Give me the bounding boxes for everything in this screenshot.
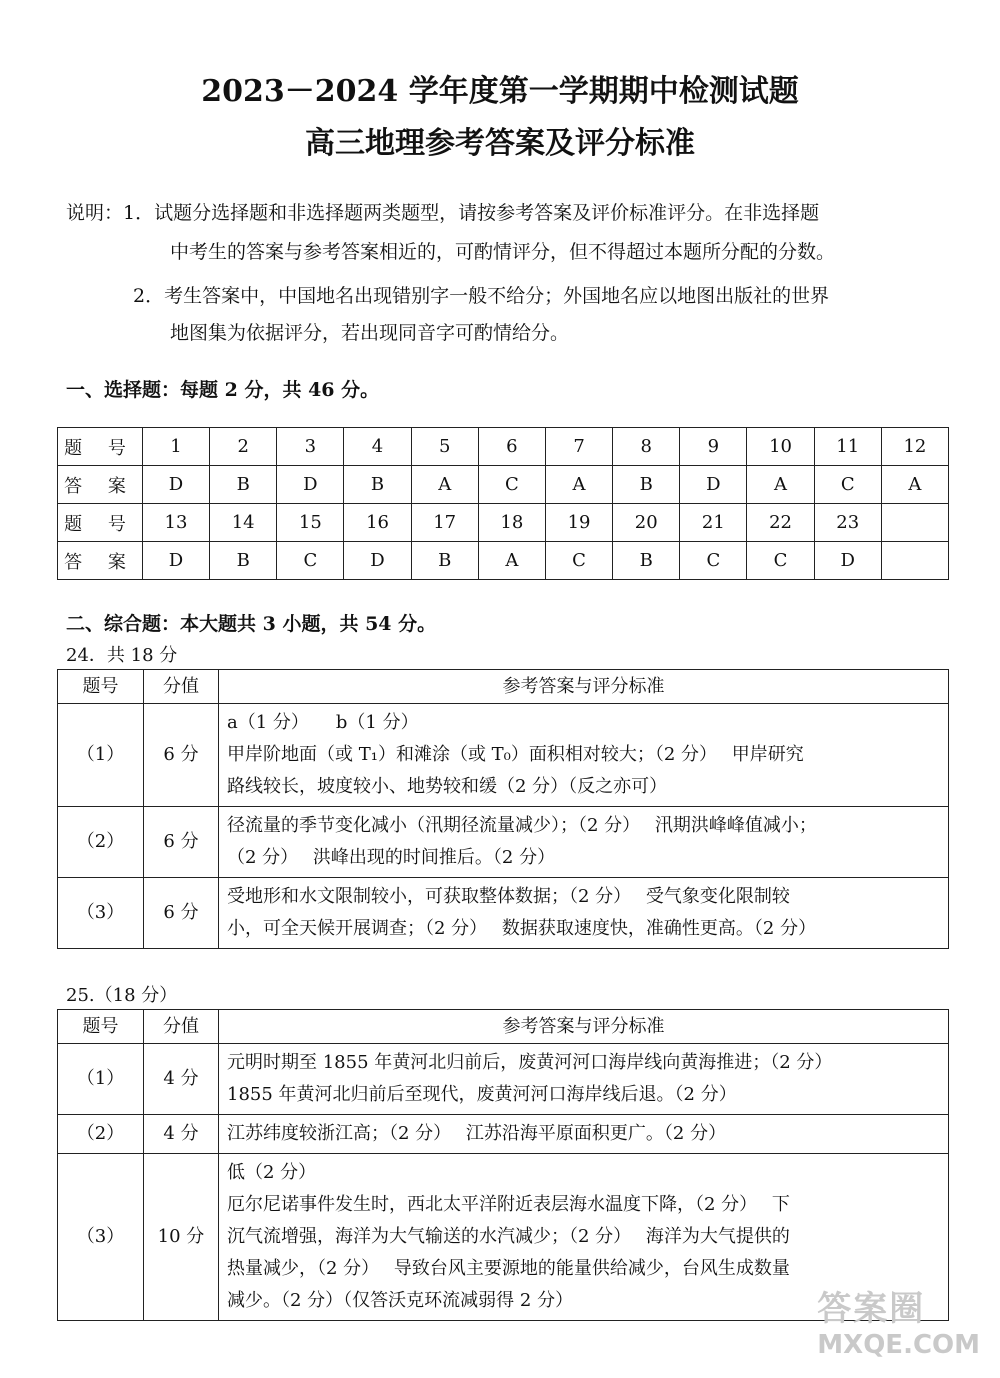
mc-a-cell: C bbox=[814, 466, 881, 504]
question-no: （3） bbox=[58, 878, 144, 949]
answer-text bbox=[219, 1115, 949, 1154]
q25-header-row bbox=[58, 1010, 949, 1044]
mc-q-cell: 22 bbox=[747, 504, 814, 542]
mc-q-cell: 16 bbox=[344, 504, 411, 542]
multiple-choice-answer-table bbox=[57, 427, 949, 580]
score: 4 分 bbox=[144, 1044, 219, 1115]
mc-q-cell: 17 bbox=[411, 504, 478, 542]
mc-q-cell: 14 bbox=[210, 504, 277, 542]
answer-line: 热量减少，（2 分） 导致台风主要源地的能量供给减少，台风生成数量 bbox=[227, 1258, 790, 1279]
answer-line: a（1 分） b（1 分） bbox=[227, 712, 419, 733]
mc-answer-row-1 bbox=[58, 466, 949, 504]
note-2-line-2: 地图集为依据评分，若出现同音字可酌情给分。 bbox=[170, 322, 570, 344]
mc-label-answer: 答 案 bbox=[58, 466, 143, 504]
q24-header-row bbox=[58, 670, 949, 704]
watermark-logo bbox=[817, 1281, 980, 1360]
answer-line: 1855 年黄河北归前后至现代，废黄河河口海岸线后退。（2 分） bbox=[227, 1084, 737, 1105]
mc-a-cell: A bbox=[478, 542, 545, 580]
mc-a-cell: C bbox=[747, 542, 814, 580]
document-title: 2023－2024 学年度第一学期期中检测试题 bbox=[201, 74, 799, 109]
mc-q-cell: 12 bbox=[881, 428, 948, 466]
q25-heading: 25.（18 分） bbox=[66, 985, 178, 1006]
score: 6 分 bbox=[144, 878, 219, 949]
score: 6 分 bbox=[144, 704, 219, 807]
question-no: （2） bbox=[58, 807, 144, 878]
col-score: 分值 bbox=[144, 670, 219, 704]
col-answer-standard: 参考答案与评分标准 bbox=[219, 670, 949, 704]
mc-q-cell: 15 bbox=[277, 504, 344, 542]
question-no: （3） bbox=[58, 1154, 144, 1321]
q24-answer-table bbox=[57, 669, 949, 949]
answer-line: 小，可全天候开展调查；（2 分） 数据获取速度快，准确性更高。（2 分） bbox=[227, 918, 817, 939]
mc-a-cell: D bbox=[142, 466, 209, 504]
mc-q-cell: 11 bbox=[814, 428, 881, 466]
mc-q-cell: 21 bbox=[680, 504, 747, 542]
mc-label-question: 题 号 bbox=[58, 428, 143, 466]
answer-line: 沉气流增强，海洋为大气输送的水汽减少；（2 分） 海洋为大气提供的 bbox=[227, 1226, 790, 1247]
mc-q-cell: 6 bbox=[478, 428, 545, 466]
col-score: 分值 bbox=[144, 1010, 219, 1044]
note-2-line-1: 2．考生答案中，中国地名出现错别字一般不给分；外国地名应以地图出版社的世界 bbox=[133, 285, 830, 307]
answer-line: 厄尔尼诺事件发生时，西北太平洋附近表层海水温度下降，（2 分） 下 bbox=[227, 1194, 790, 1215]
mc-label-question: 题 号 bbox=[58, 504, 143, 542]
question-no: （1） bbox=[58, 704, 144, 807]
q24-row-3 bbox=[58, 878, 949, 949]
mc-a-cell: C bbox=[680, 542, 747, 580]
mc-a-cell bbox=[881, 542, 948, 580]
col-answer-standard: 参考答案与评分标准 bbox=[219, 1010, 949, 1044]
mc-a-cell: C bbox=[478, 466, 545, 504]
answer-line: 元明时期至 1855 年黄河北归前后，废黄河河口海岸线向黄海推进；（2 分） bbox=[227, 1052, 833, 1073]
section-2-heading: 二、综合题：本大题共 3 小题，共 54 分。 bbox=[66, 613, 437, 635]
mc-a-cell: A bbox=[747, 466, 814, 504]
answer-line: （2 分） 洪峰出现的时间推后。（2 分） bbox=[227, 847, 556, 868]
answer-line: 江苏纬度较浙江高；（2 分） 江苏沿海平原面积更广。（2 分） bbox=[227, 1123, 727, 1144]
answer-text bbox=[219, 1044, 949, 1115]
q24-row-2 bbox=[58, 807, 949, 878]
q25-row-1 bbox=[58, 1044, 949, 1115]
mc-q-cell: 3 bbox=[277, 428, 344, 466]
note-1-line-2: 中考生的答案与参考答案相近的，可酌情评分，但不得超过本题所分配的分数。 bbox=[170, 241, 836, 263]
answer-line: 径流量的季节变化减小（汛期径流量减少）；（2 分） 汛期洪峰峰值减小； bbox=[227, 815, 817, 836]
mc-q-cell: 1 bbox=[142, 428, 209, 466]
col-question-no: 题号 bbox=[58, 670, 144, 704]
score: 10 分 bbox=[144, 1154, 219, 1321]
mc-q-cell: 19 bbox=[545, 504, 612, 542]
answer-line: 低（2 分） bbox=[227, 1162, 317, 1183]
mc-q-cell: 13 bbox=[142, 504, 209, 542]
note-1-line-1: 说明：1．试题分选择题和非选择题两类题型，请按参考答案及评价标准评分。在非选择题 bbox=[66, 202, 820, 224]
mc-a-cell: D bbox=[680, 466, 747, 504]
section-1-heading: 一、选择题：每题 2 分，共 46 分。 bbox=[66, 379, 380, 401]
mc-a-cell: D bbox=[814, 542, 881, 580]
q25-row-3 bbox=[58, 1154, 949, 1321]
mc-a-cell: C bbox=[545, 542, 612, 580]
q25-row-2 bbox=[58, 1115, 949, 1154]
answer-text bbox=[219, 704, 949, 807]
mc-a-cell: C bbox=[277, 542, 344, 580]
mc-q-cell: 23 bbox=[814, 504, 881, 542]
mc-q-cell: 7 bbox=[545, 428, 612, 466]
mc-a-cell: D bbox=[142, 542, 209, 580]
answer-line: 减少。（2 分）（仅答沃克环流减弱得 2 分） bbox=[227, 1290, 574, 1311]
mc-a-cell: D bbox=[277, 466, 344, 504]
mc-question-row-1 bbox=[58, 428, 949, 466]
mc-a-cell: B bbox=[344, 466, 411, 504]
q24-row-1 bbox=[58, 704, 949, 807]
mc-q-cell: 18 bbox=[478, 504, 545, 542]
mc-q-cell: 10 bbox=[747, 428, 814, 466]
mc-q-cell: 9 bbox=[680, 428, 747, 466]
mc-a-cell: A bbox=[411, 466, 478, 504]
mc-q-cell: 8 bbox=[613, 428, 680, 466]
mc-question-row-2 bbox=[58, 504, 949, 542]
score: 4 分 bbox=[144, 1115, 219, 1154]
watermark-text: 答案圈 bbox=[817, 1289, 926, 1329]
answer-line: 路线较长，坡度较小、地势较和缓（2 分）（反之亦可） bbox=[227, 776, 668, 797]
document-subtitle: 高三地理参考答案及评分标准 bbox=[305, 126, 695, 161]
mc-a-cell: B bbox=[411, 542, 478, 580]
question-no: （1） bbox=[58, 1044, 144, 1115]
mc-a-cell: B bbox=[210, 542, 277, 580]
q24-heading: 24．共 18 分 bbox=[66, 645, 178, 666]
mc-q-cell: 20 bbox=[613, 504, 680, 542]
mc-a-cell: A bbox=[545, 466, 612, 504]
mc-label-answer: 答 案 bbox=[58, 542, 143, 580]
mc-a-cell: B bbox=[210, 466, 277, 504]
answer-line: 受地形和水文限制较小，可获取整体数据；（2 分） 受气象变化限制较 bbox=[227, 886, 790, 907]
question-no: （2） bbox=[58, 1115, 144, 1154]
mc-a-cell: B bbox=[613, 542, 680, 580]
mc-q-cell: 2 bbox=[210, 428, 277, 466]
mc-answer-row-2 bbox=[58, 542, 949, 580]
mc-q-cell: 4 bbox=[344, 428, 411, 466]
mc-a-cell: B bbox=[613, 466, 680, 504]
col-question-no: 题号 bbox=[58, 1010, 144, 1044]
answer-text bbox=[219, 807, 949, 878]
answer-line: 甲岸阶地面（或 T₁）和滩涂（或 T₀）面积相对较大；（2 分） 甲岸研究 bbox=[227, 744, 804, 765]
answer-text bbox=[219, 878, 949, 949]
mc-a-cell: D bbox=[344, 542, 411, 580]
score: 6 分 bbox=[144, 807, 219, 878]
mc-q-cell: 5 bbox=[411, 428, 478, 466]
q25-answer-table bbox=[57, 1009, 949, 1321]
mc-q-cell bbox=[881, 504, 948, 542]
mc-a-cell: A bbox=[881, 466, 948, 504]
watermark-url: MXQE.COM bbox=[817, 1330, 980, 1360]
